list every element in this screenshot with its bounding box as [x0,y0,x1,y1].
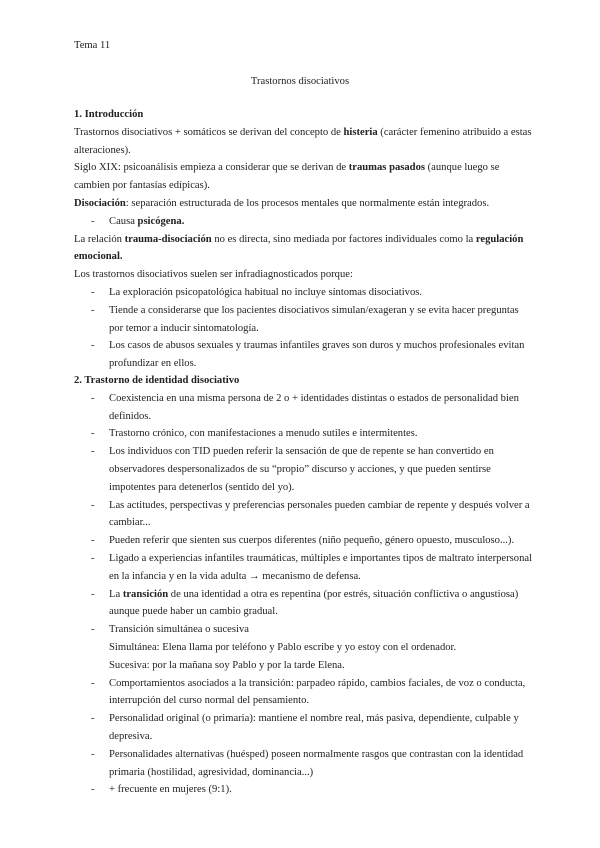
bullet-list [74,213,534,231]
bullet-list [74,390,534,799]
list-item: - Transición simultánea o sucesiva Simultánea: Elena llama por teléfono y Pablo escribe y yo estoy con el ordenador. Sucesiva: por la mañana soy Pablo y por la tarde Elena. [91,624,457,671]
paragraph: Los trastornos disociativos suelen ser infradiagnosticados porque: [74,269,353,281]
document-title: Trastornos disociativos [250,76,350,87]
paragraph: Trastornos disociativos + somáticos se derivan del concepto de histeria (carácter femenino atribuido a estas alteraciones). [74,126,532,156]
list-item: - Trastorno crónico, con manifestaciones a menudo sutiles e intermitentes. [91,428,418,440]
page-header: Tema 11 [74,40,111,51]
list-item: - La transición de una identidad a otra es repentina (por estrés, situación conflictiva o angustiosa) aunque puede haber un cambio gradual. [91,588,519,618]
paragraph: Siglo XIX: psicoanálisis empieza a considerar que se derivan de traumas pasados (aunque luego se cambien por fantasías edípicas). [74,162,500,192]
bullet-list [74,284,534,373]
section-heading: 1. Introducción [74,109,144,120]
sub-line: Simultánea: Elena llama por teléfono y Pablo escribe y yo estoy con el ordenador. [109,641,457,653]
list-item: - + frecuente en mujeres (9:1). [91,784,232,796]
list-item: - Coexistencia en una misma persona de 2 o + identidades distintas o estados de personalidad bien definidos. [91,392,519,422]
list-item: - La exploración psicopatológica habitual no incluye síntomas disociativos. [91,286,423,298]
section-introduccion [74,106,534,373]
sub-line: Sucesiva: por la mañana soy Pablo y por la tarde Elena. [109,659,345,671]
list-item: - Ligado a experiencias infantiles traumáticas, múltiples e importantes tipos de maltrato interpersonal en la infancia y en la vida adulta → mecanismo de defensa. [91,552,533,582]
list-item: - Personalidades alternativas (huésped) poseen normalmente rasgos que contrastan con la identidad primaria (hostilidad, agresividad, dominancia...) [91,748,524,778]
list-item: - Los casos de abusos sexuales y traumas infantiles graves son duros y muchos profesionales evitan profundizar en ellos. [91,340,525,370]
list-item: - Comportamientos asociados a la transición: parpadeo rápido, cambios faciales, de voz o conducta, interrupción del curso normal del pensamiento. [91,677,526,707]
section-heading: 2. Trastorno de identidad disociativo [74,375,240,386]
list-item: - Pueden referir que sienten sus cuerpos diferentes (niño pequeño, género opuesto, musculoso...). [91,535,515,547]
list-item: - Tiende a considerarse que los pacientes disociativos simulan/exageran y se evita hacer preguntas por temor a inducir sintomatología. [91,304,519,334]
section-tid [74,372,534,799]
list-item: - Las actitudes, perspectivas y preferencias personales pueden cambiar de repente y después volver a cambiar... [91,499,530,529]
paragraph: Disociación: separación estructurada de los procesos mentales que normalmente están integrados. [74,197,490,209]
list-item: - Los individuos con TID pueden referir la sensación de que de repente se han convertido en observadores despersonalizados de su “propio” discurso y acciones, y que pueden sentirse impotentes para detenerlos (sentido del yo). [91,446,494,493]
paragraph: La relación trauma-disociación no es directa, sino mediada por factores individuales como la regulación emocional. [74,233,524,263]
list-item: - Personalidad original (o primaria): mantiene el nombre real, más pasiva, dependiente, culpable y depresiva. [91,713,519,742]
list-item: - Causa psicógena. [91,215,185,227]
